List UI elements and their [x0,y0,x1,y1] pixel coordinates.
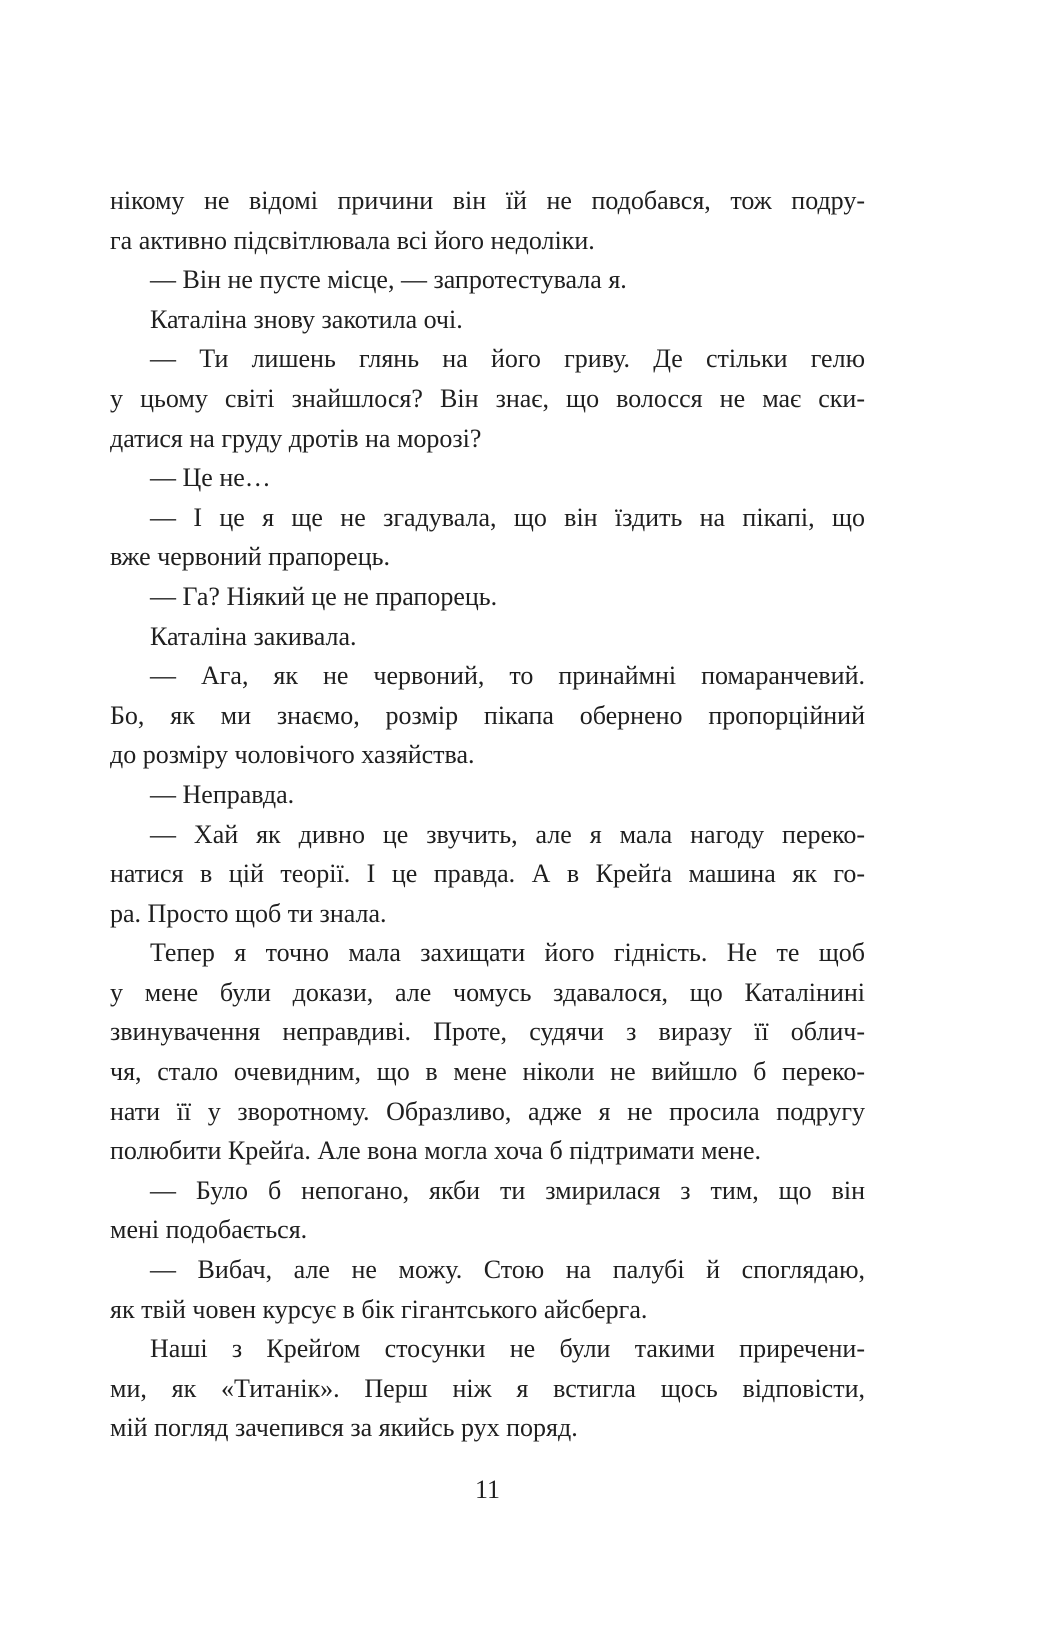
text-line: нікому не відомі причини він їй не подобався, тож подру- [110,186,865,215]
text-line: чя, стало очевидним, що в мене ніколи не вийшло б переко- [110,1057,865,1087]
text-line: га активно підсвітлювала всі його недоліки. [110,225,595,255]
text-line: звинувачення неправдиві. Проте, судячи з виразу її облич- [110,1017,865,1047]
text-line: вже червоний прапорець. [110,542,390,572]
text-line: — Неправда. [150,779,295,809]
text-line: Наші з Крейґом стосунки не були такими приречени- [150,1334,865,1364]
text-line: — Вибач, але не можу. Стою на палубі й споглядаю, [150,1255,865,1285]
text-line: нати її у зворотному. Образливо, адже я не просила подругу [110,1096,865,1126]
text-line: — Га? Ніякий це не прапорець. [150,581,498,611]
text-line: полюбити Крейґа. Але вона могла хоча б підтримати мене. [110,1136,762,1166]
text-line: — Ти лишень глянь на його гриву. Де стільки гелю [150,344,865,374]
page-number: 11 [474,1475,501,1504]
text-line: до розміру чоловічого хазяйства. [110,740,475,770]
text-line: — Було б непогано, якби ти змирилася з тим, що він [150,1175,865,1205]
text-line: як твій човен курсує в бік гігантського айсберга. [110,1294,648,1324]
text-line: у мене були докази, але чомусь здавалося, що Каталінині [110,977,865,1007]
page-text [110,181,865,1448]
text-line: ра. Просто щоб ти знала. [110,898,387,928]
text-line: Каталіна знову закотила очі. [150,304,463,334]
text-line: — Він не пусте місце, — запротестувала я. [150,265,627,295]
text-line: Тепер я точно мала захищати його гідність. Не те щоб [150,938,865,968]
text-line: Каталіна закивала. [150,621,357,651]
text-line: — І це я ще не згадувала, що він їздить на пікапі, що [150,502,865,532]
text-line: ми, як «Титанік». Перш ніж я встигла щось відповісти, [110,1373,865,1403]
text-line: мій погляд зачепився за якийсь рух поряд. [110,1413,578,1443]
text-line: датися на груду дротів на морозі? [110,423,482,453]
text-line: — Хай як дивно це звучить, але я мала нагоду переко- [150,819,865,849]
text-line: — Це не… [150,463,271,493]
text-line: мені подобається. [110,1215,308,1245]
text-line: Бо, як ми знаємо, розмір пікапа обернено пропорційний [110,700,865,730]
text-line: — Ага, як не червоний, то принаймні помаранчевий. [150,661,865,691]
text-line: у цьому світі знайшлося? Він знає, що волосся не має ски- [110,383,865,413]
text-line: натися в цій теорії. І це правда. А в Крейґа машина як го- [110,859,865,889]
